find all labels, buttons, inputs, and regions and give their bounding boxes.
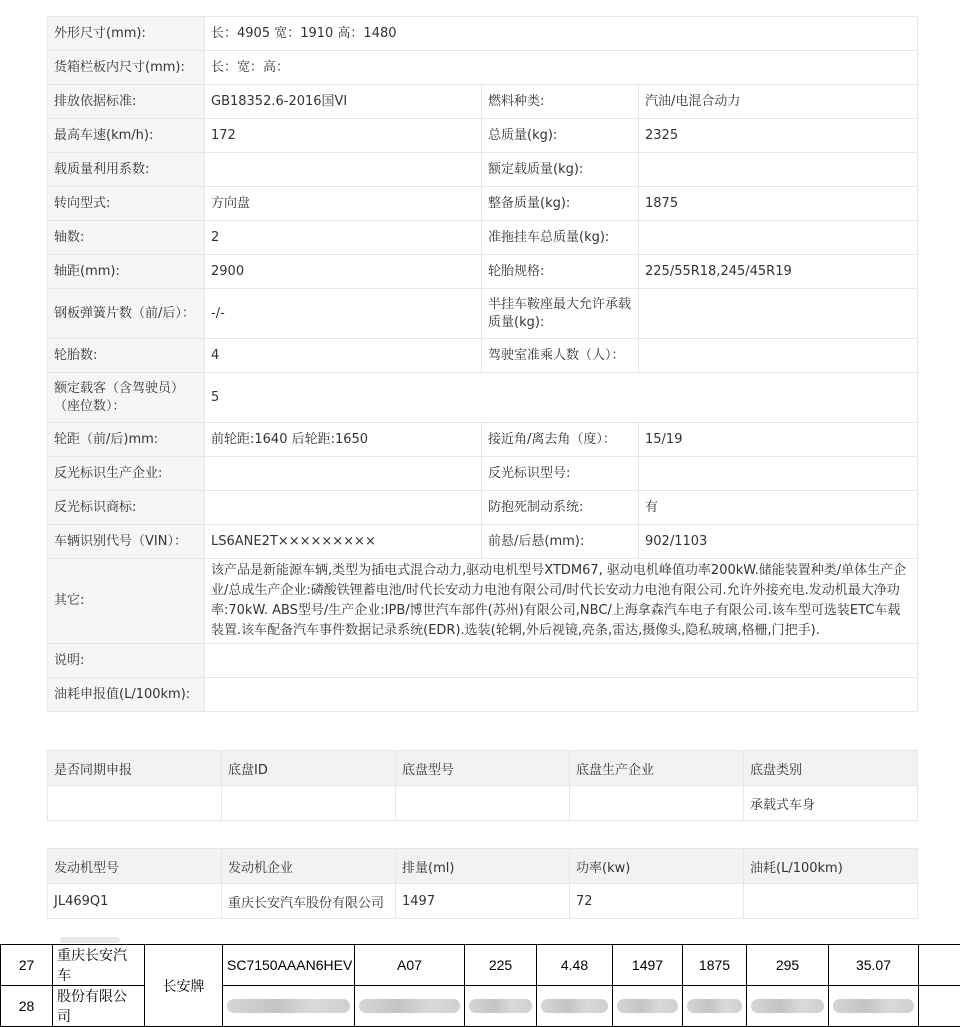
catalog-row-27 bbox=[1, 945, 960, 986]
chassis-header-cell: 底盘类别 bbox=[744, 751, 918, 786]
spec-row bbox=[48, 457, 918, 491]
chassis-cell bbox=[48, 786, 222, 821]
blurred-cell bbox=[223, 986, 355, 1027]
spec-value: 15/19 bbox=[639, 423, 918, 457]
spec-label: 额定载质量(kg): bbox=[482, 153, 639, 187]
chassis-cell bbox=[570, 786, 744, 821]
spec-label: 接近角/离去角（度）： bbox=[482, 423, 639, 457]
chassis-data-row bbox=[48, 786, 918, 821]
spec-row bbox=[48, 423, 918, 457]
spec-table-body bbox=[48, 17, 918, 712]
spec-value: LS6ANE2T××××××××× bbox=[205, 525, 482, 559]
spec-row bbox=[48, 85, 918, 119]
spec-value: -/- bbox=[205, 289, 482, 339]
company-cell: 重庆长安汽车 bbox=[53, 945, 145, 986]
spec-label: 反光标识型号: bbox=[482, 457, 639, 491]
company-cell: 股份有限公司 bbox=[53, 986, 145, 1027]
spec-row bbox=[48, 51, 918, 85]
catalog-row-table bbox=[0, 944, 960, 1027]
spec-value: 有 bbox=[639, 491, 918, 525]
spec-value bbox=[639, 153, 918, 187]
spec-row bbox=[48, 491, 918, 525]
spec-value: 902/1103 bbox=[639, 525, 918, 559]
chassis-table bbox=[47, 750, 918, 821]
spec-label: 燃料种类: bbox=[482, 85, 639, 119]
spec-row bbox=[48, 221, 918, 255]
spec-value: 5 bbox=[205, 373, 918, 423]
spec-value bbox=[205, 491, 482, 525]
spec-label: 转向型式: bbox=[48, 187, 205, 221]
engine-header-cell: 发动机型号 bbox=[48, 849, 222, 884]
spec-value bbox=[639, 457, 918, 491]
spec-value: 长：宽：高： bbox=[205, 51, 918, 85]
blurred-strip bbox=[60, 937, 120, 943]
chassis-header-cell: 底盘ID bbox=[222, 751, 396, 786]
spec-label: 轮距（前/后)mm: bbox=[48, 423, 205, 457]
spec-label: 油耗申报值(L/100km): bbox=[48, 678, 205, 712]
catalog-cell: 35.07 bbox=[829, 945, 919, 986]
spec-label: 货箱栏板内尺寸(mm): bbox=[48, 51, 205, 85]
engine-header-row bbox=[48, 849, 918, 884]
vehicle-spec-table bbox=[47, 16, 918, 712]
spec-row bbox=[48, 17, 918, 51]
spec-label: 轴距(mm): bbox=[48, 255, 205, 289]
engine-cell: JL469Q1 bbox=[48, 884, 222, 919]
chassis-header-row bbox=[48, 751, 918, 786]
blurred-cell bbox=[537, 986, 613, 1027]
catalog-cell: 1875 bbox=[683, 945, 747, 986]
catalog-cell bbox=[919, 945, 960, 986]
chassis-cell bbox=[396, 786, 570, 821]
chassis-header-cell: 是否同期申报 bbox=[48, 751, 222, 786]
spec-label: 轴数: bbox=[48, 221, 205, 255]
spec-row bbox=[48, 339, 918, 373]
row-number: 28 bbox=[1, 986, 53, 1027]
blurred-cell bbox=[919, 986, 960, 1027]
blurred-content bbox=[469, 999, 532, 1013]
spec-label: 其它: bbox=[48, 559, 205, 644]
spec-label: 最高车速(km/h): bbox=[48, 119, 205, 153]
chassis-header-cell: 底盘生产企业 bbox=[570, 751, 744, 786]
engine-cell: 重庆长安汽车股份有限公司 bbox=[222, 884, 396, 919]
spec-value: 2 bbox=[205, 221, 482, 255]
spec-value: 前轮距:1640 后轮距:1650 bbox=[205, 423, 482, 457]
blurred-cell bbox=[613, 986, 683, 1027]
chassis-cell: 承载式车身 bbox=[744, 786, 918, 821]
catalog-row-28 bbox=[1, 986, 960, 1027]
spec-value: 汽油/电混合动力 bbox=[639, 85, 918, 119]
blurred-content bbox=[617, 999, 678, 1013]
spec-label: 驾驶室准乘人数（人）： bbox=[482, 339, 639, 373]
engine-cell: 72 bbox=[570, 884, 744, 919]
blurred-cell bbox=[465, 986, 537, 1027]
blurred-content bbox=[359, 999, 460, 1013]
spec-label: 总质量(kg): bbox=[482, 119, 639, 153]
spec-value bbox=[205, 153, 482, 187]
spec-value: 该产品是新能源车辆,类型为插电式混合动力,驱动电机型号XTDM67, 驱动电机峰值功率200kW.储能装置种类/单体生产企业/总成生产企业:磷酸铁锂蓄电池/时代长安动力电池有限公司/时代长安动力电池有限公司.允许外接充电.发动机最大净功率:70kW. ABS型号/生产企业:IPB/博世汽车部件(苏州)有限公司,NBC/上海拿森汽车电子有限公司.该车型可选装ETC车载装置.该车配备汽车事件数据记录系统(EDR).选装(轮辋,外后视镜,亮条,雷达,摄像头,隐私玻璃,格栅,门把手). bbox=[205, 559, 918, 644]
blurred-cell bbox=[747, 986, 829, 1027]
spec-label: 前悬/后悬(mm): bbox=[482, 525, 639, 559]
spec-value: 长：4905 宽：1910 高：1480 bbox=[205, 17, 918, 51]
spec-row bbox=[48, 559, 918, 644]
spec-value bbox=[205, 644, 918, 678]
spec-label: 排放依据标准: bbox=[48, 85, 205, 119]
spec-label: 额定载客（含驾驶员）（座位数）： bbox=[48, 373, 205, 423]
spec-row bbox=[48, 255, 918, 289]
spec-value bbox=[205, 678, 918, 712]
spec-row bbox=[48, 644, 918, 678]
spec-row bbox=[48, 119, 918, 153]
spec-value: 方向盘 bbox=[205, 187, 482, 221]
catalog-cell: 295 bbox=[747, 945, 829, 986]
engine-data-row bbox=[48, 884, 918, 919]
spec-label: 反光标识生产企业: bbox=[48, 457, 205, 491]
spec-row bbox=[48, 153, 918, 187]
blurred-cell bbox=[355, 986, 465, 1027]
engine-header-cell: 油耗(L/100km) bbox=[744, 849, 918, 884]
spec-row bbox=[48, 678, 918, 712]
spec-label: 防抱死制动系统: bbox=[482, 491, 639, 525]
blurred-content bbox=[751, 999, 824, 1013]
chassis-header-cell: 底盘型号 bbox=[396, 751, 570, 786]
spec-label: 反光标识商标: bbox=[48, 491, 205, 525]
spec-value: 2325 bbox=[639, 119, 918, 153]
spec-row bbox=[48, 373, 918, 423]
spec-label: 车辆识别代号（VIN）： bbox=[48, 525, 205, 559]
spec-label: 说明: bbox=[48, 644, 205, 678]
blurred-cell bbox=[683, 986, 747, 1027]
spec-row bbox=[48, 187, 918, 221]
spec-value: 1875 bbox=[639, 187, 918, 221]
catalog-cell: A07 bbox=[355, 945, 465, 986]
blurred-content bbox=[227, 999, 350, 1013]
model-cell: SC7150AAAN6HEV bbox=[223, 945, 355, 986]
blurred-cell bbox=[829, 986, 919, 1027]
engine-table bbox=[47, 848, 918, 919]
spec-row bbox=[48, 525, 918, 559]
engine-cell: 1497 bbox=[396, 884, 570, 919]
spec-value: 4 bbox=[205, 339, 482, 373]
engine-cell bbox=[744, 884, 918, 919]
spec-label: 外形尺寸(mm): bbox=[48, 17, 205, 51]
spec-label: 半挂车鞍座最大允许承载质量(kg): bbox=[482, 289, 639, 339]
spec-label: 载质量利用系数: bbox=[48, 153, 205, 187]
catalog-cell: 4.48 bbox=[537, 945, 613, 986]
engine-header-cell: 功率(kw) bbox=[570, 849, 744, 884]
spec-label: 准拖挂车总质量(kg): bbox=[482, 221, 639, 255]
spec-value bbox=[639, 221, 918, 255]
blurred-content bbox=[541, 999, 608, 1013]
spec-label: 钢板弹簧片数（前/后）： bbox=[48, 289, 205, 339]
spec-value bbox=[639, 339, 918, 373]
row-number: 27 bbox=[1, 945, 53, 986]
spec-value bbox=[205, 457, 482, 491]
spec-row bbox=[48, 289, 918, 339]
chassis-cell bbox=[222, 786, 396, 821]
spec-value: 2900 bbox=[205, 255, 482, 289]
spec-value: 172 bbox=[205, 119, 482, 153]
engine-header-cell: 排量(ml) bbox=[396, 849, 570, 884]
blurred-content bbox=[833, 999, 914, 1013]
spec-value: GB18352.6-2016国VI bbox=[205, 85, 482, 119]
catalog-cell: 225 bbox=[465, 945, 537, 986]
blurred-content bbox=[687, 999, 742, 1013]
brand-cell: 长安牌 bbox=[145, 945, 223, 1027]
engine-header-cell: 发动机企业 bbox=[222, 849, 396, 884]
catalog-cell: 1497 bbox=[613, 945, 683, 986]
spec-value bbox=[639, 289, 918, 339]
spec-label: 轮胎规格: bbox=[482, 255, 639, 289]
spec-value: 225/55R18,245/45R19 bbox=[639, 255, 918, 289]
spec-label: 轮胎数: bbox=[48, 339, 205, 373]
spec-label: 整备质量(kg): bbox=[482, 187, 639, 221]
